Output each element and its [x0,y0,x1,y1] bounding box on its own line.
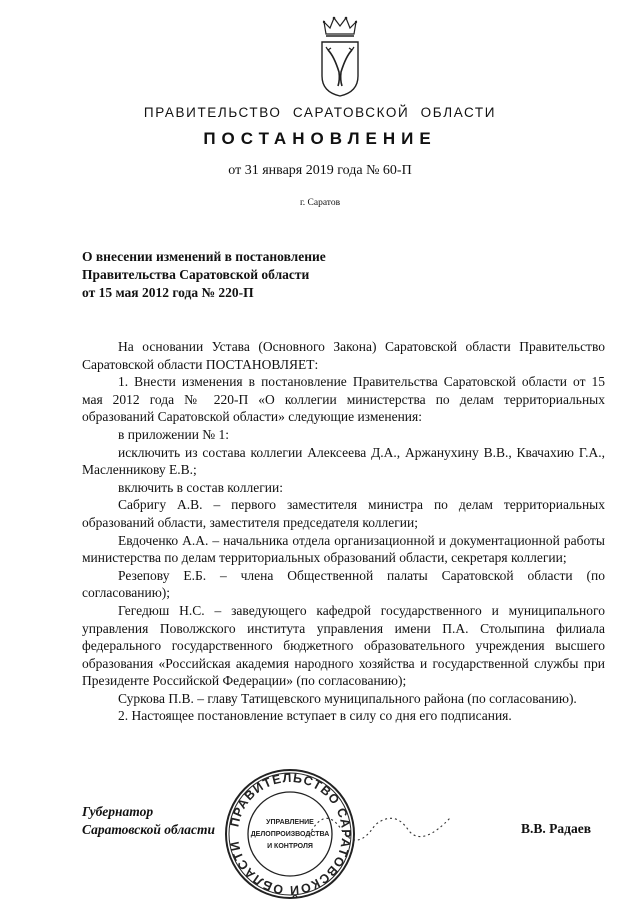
subject-line: Правительства Саратовской области [82,267,310,282]
body-paragraph: Суркова П.В. – главу Татищевского муниципального района (по согласованию). [118,690,577,706]
body-paragraph: включить в состав коллегии: [118,479,283,495]
subject-line: О внесении изменений в постановление [82,249,326,264]
body-paragraph: в приложении № 1: [118,426,230,442]
body-paragraph: Резепову Е.Б. – члена Общественной палаты Саратовской области (по согласованию); [82,567,605,601]
subject-line: от 15 мая 2012 года № 220-П [82,285,254,300]
body-paragraph: 2. Настоящее постановление вступает в силу со дня его подписания. [118,708,512,724]
signatory-position-line: Саратовской области [82,822,216,837]
stamp-inner-line: УПРАВЛЕНИЕ [266,819,314,826]
signatory-name: В.В. Радаев [521,821,591,836]
body-paragraph: На основании Устава (Основного Закона) Саратовской области Правительство Саратовской области ПОСТАНОВЛЯЕТ: [82,339,605,372]
document-city: г. Саратов [299,198,341,208]
official-stamp [222,766,358,902]
body-paragraph: Евдоченко А.А. – начальника отдела организационной и документационной работы министерства по делам территориальных образований области, секретаря коллегии; [82,532,605,566]
body-paragraph: Гегедюш Н.С. – заведующего кафедрой государственного и муниципального управления Поволжского института управления имени П.А. Столыпина филиала федерального государственного бюджетного образовательного учреждения высшего образования «Российская академия народного хозяйства и государственной службы при Президенте Российской Федерации» (по согласованию); [82,602,605,689]
stamp-ring-text: ПРАВИТЕЛЬСТВО САРАТОВСКОЙ ОБЛАСТИ [227,770,354,898]
document-subject [82,248,422,302]
stamp-inner-line: ДЕЛОПРОИЗВОДСТВА [250,831,330,838]
document-date-number: от 31 января 2019 года № 60-П [228,163,412,178]
government-title: ПРАВИТЕЛЬСТВО САРАТОВСКОЙ ОБЛАСТИ [143,105,497,120]
signatory-position-line: Губернатор [82,804,154,819]
saratov-coat-of-arms-icon [318,14,362,98]
body-paragraph: исключить из состава коллегии Алексеева Д.А., Аржанухину В.В., Квачахию Г.А., Масленникову Е.В.; [82,444,605,478]
body-paragraph: 1. Внести изменения в постановление Правительства Саратовской области от 15 мая 2012 года № 220-П «О коллегии министерства по делам территориальных образований Саратовской области» следующие изменения: [82,374,605,425]
document-type: ПОСТАНОВЛЕНИЕ [203,129,437,148]
signatory-position [82,803,215,839]
document-body [82,338,605,725]
body-paragraph: Сабригу А.В. – первого заместителя министра по делам территориальных образований области, заместителя председателя коллегии; [82,497,605,530]
stamp-inner-line: И КОНТРОЛЯ [267,843,313,850]
